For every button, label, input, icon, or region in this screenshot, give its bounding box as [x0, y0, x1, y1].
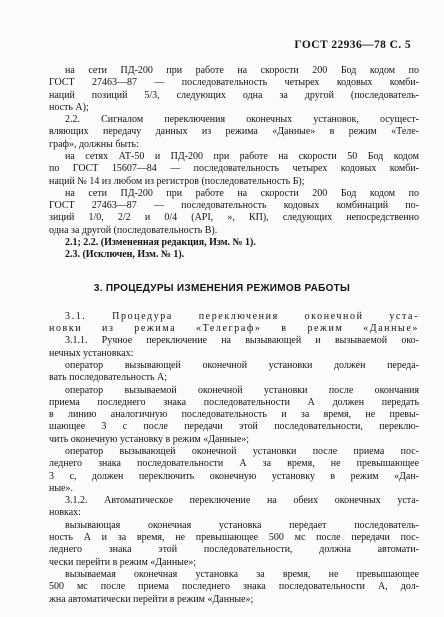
text-line: новки из режима «Телеграф» в режим «Данные» [49, 323, 419, 335]
text-line: оператор вызывающей оконечной установки должен переда- [65, 359, 419, 371]
text-line: 3.1. Процедура переключения оконечной уста- [65, 310, 419, 322]
text-line: граф», должны быть: [49, 138, 139, 150]
text-line: новках: [49, 507, 81, 519]
text-line: чить оконечную установку в режим «Данные»; [49, 433, 250, 445]
text-line: ГОСТ 27463—87 — последовательность кодовых комбинаций по- [49, 200, 419, 212]
text-line: ность А); [49, 101, 89, 113]
text-line: вляющих передачу данных из режима «Данные» в режим «Теле- [49, 126, 419, 138]
text-line: наций позиций 5/3, следующих одна за другой (последователь- [49, 89, 419, 101]
text-line: леднего знака последовательности А за время, не превышающее [49, 458, 419, 470]
text-line: 500 мс после приема последнего знака последовательности А, дол- [49, 581, 419, 593]
text-line: ГОСТ 27463—87 — последовательность четырех кодовых комби- [49, 77, 419, 89]
text-line: зиций 1/0, 2/2 и 0/4 (АРI, », КП), следующих непосредственно [49, 212, 419, 224]
text-line: наций № 14 из любом из регистров (последовательность Б); [49, 175, 305, 187]
text-line: на сети ПД-200 при работе на скорости 200 Бод кодом по [65, 187, 419, 199]
text-line: ные». [49, 482, 73, 494]
text-line: шающее 3 с после передачи этой последовательности, переклю- [49, 421, 419, 433]
amendment-note: 2.1; 2.2. (Измененная редакция, Изм. № 1). [65, 237, 256, 249]
text-line: оператор вызываемой оконечной установки после окончания [65, 384, 419, 396]
text-line: одна за другой (последовательность В). [49, 224, 218, 236]
text-line: вызываемая оконечная установка за время, не превышающее [65, 568, 419, 580]
text-line: 3.1.2. Автоматическое переключение на обеих оконечных уста- [65, 495, 419, 507]
text-line: ность А и за время, не превышающее 500 мс после передачи пос- [49, 532, 419, 544]
text-line: по ГОСТ 15607—84 — последовательность четырех кодовых комби- [49, 163, 419, 175]
text-line: на сетях АТ-50 и ПД-200 при работе на скорости 50 Бод кодом [65, 150, 419, 162]
text-line: нечных установках: [49, 347, 134, 359]
text-line: 2.2. Сигналом переключения оконечных установок, осущест- [65, 114, 419, 126]
text-line: 3 с, должен переключить оконечную установку в режим «Дан- [49, 470, 419, 482]
text-line: вызывающая оконечная установка передает последователь- [65, 519, 419, 531]
text-line: чески перейти в режим «Данные»; [49, 556, 197, 568]
page-header: ГОСТ 22936—78 С. 5 [294, 39, 411, 51]
text-line: приема последнего знака последовательности А должен передать [49, 396, 419, 408]
text-line: в линию аналогичную последовательность и за время, не превы- [49, 409, 419, 421]
text-line: 3.1.1. Ручное переключение на вызывающей и вызываемой око- [65, 335, 419, 347]
text-line: леднего знака этой последовательности, должна автомати- [49, 544, 419, 556]
text-line: на сети ПД-200 при работе на скорости 200 Бод кодом по [65, 64, 419, 76]
text-line: жна автоматически перейти в режим «Данные»; [49, 593, 254, 605]
text-line: вать последовательность А; [49, 372, 168, 384]
text-line: оператор вызывающей оконечной установки после приема пос- [65, 446, 419, 457]
amendment-note: 2.3. (Исключен, Изм. № 1). [65, 249, 185, 261]
section-heading: 3. ПРОЦЕДУРЫ ИЗМЕНЕНИЯ РЕЖИМОВ РАБОТЫ [93, 282, 351, 294]
